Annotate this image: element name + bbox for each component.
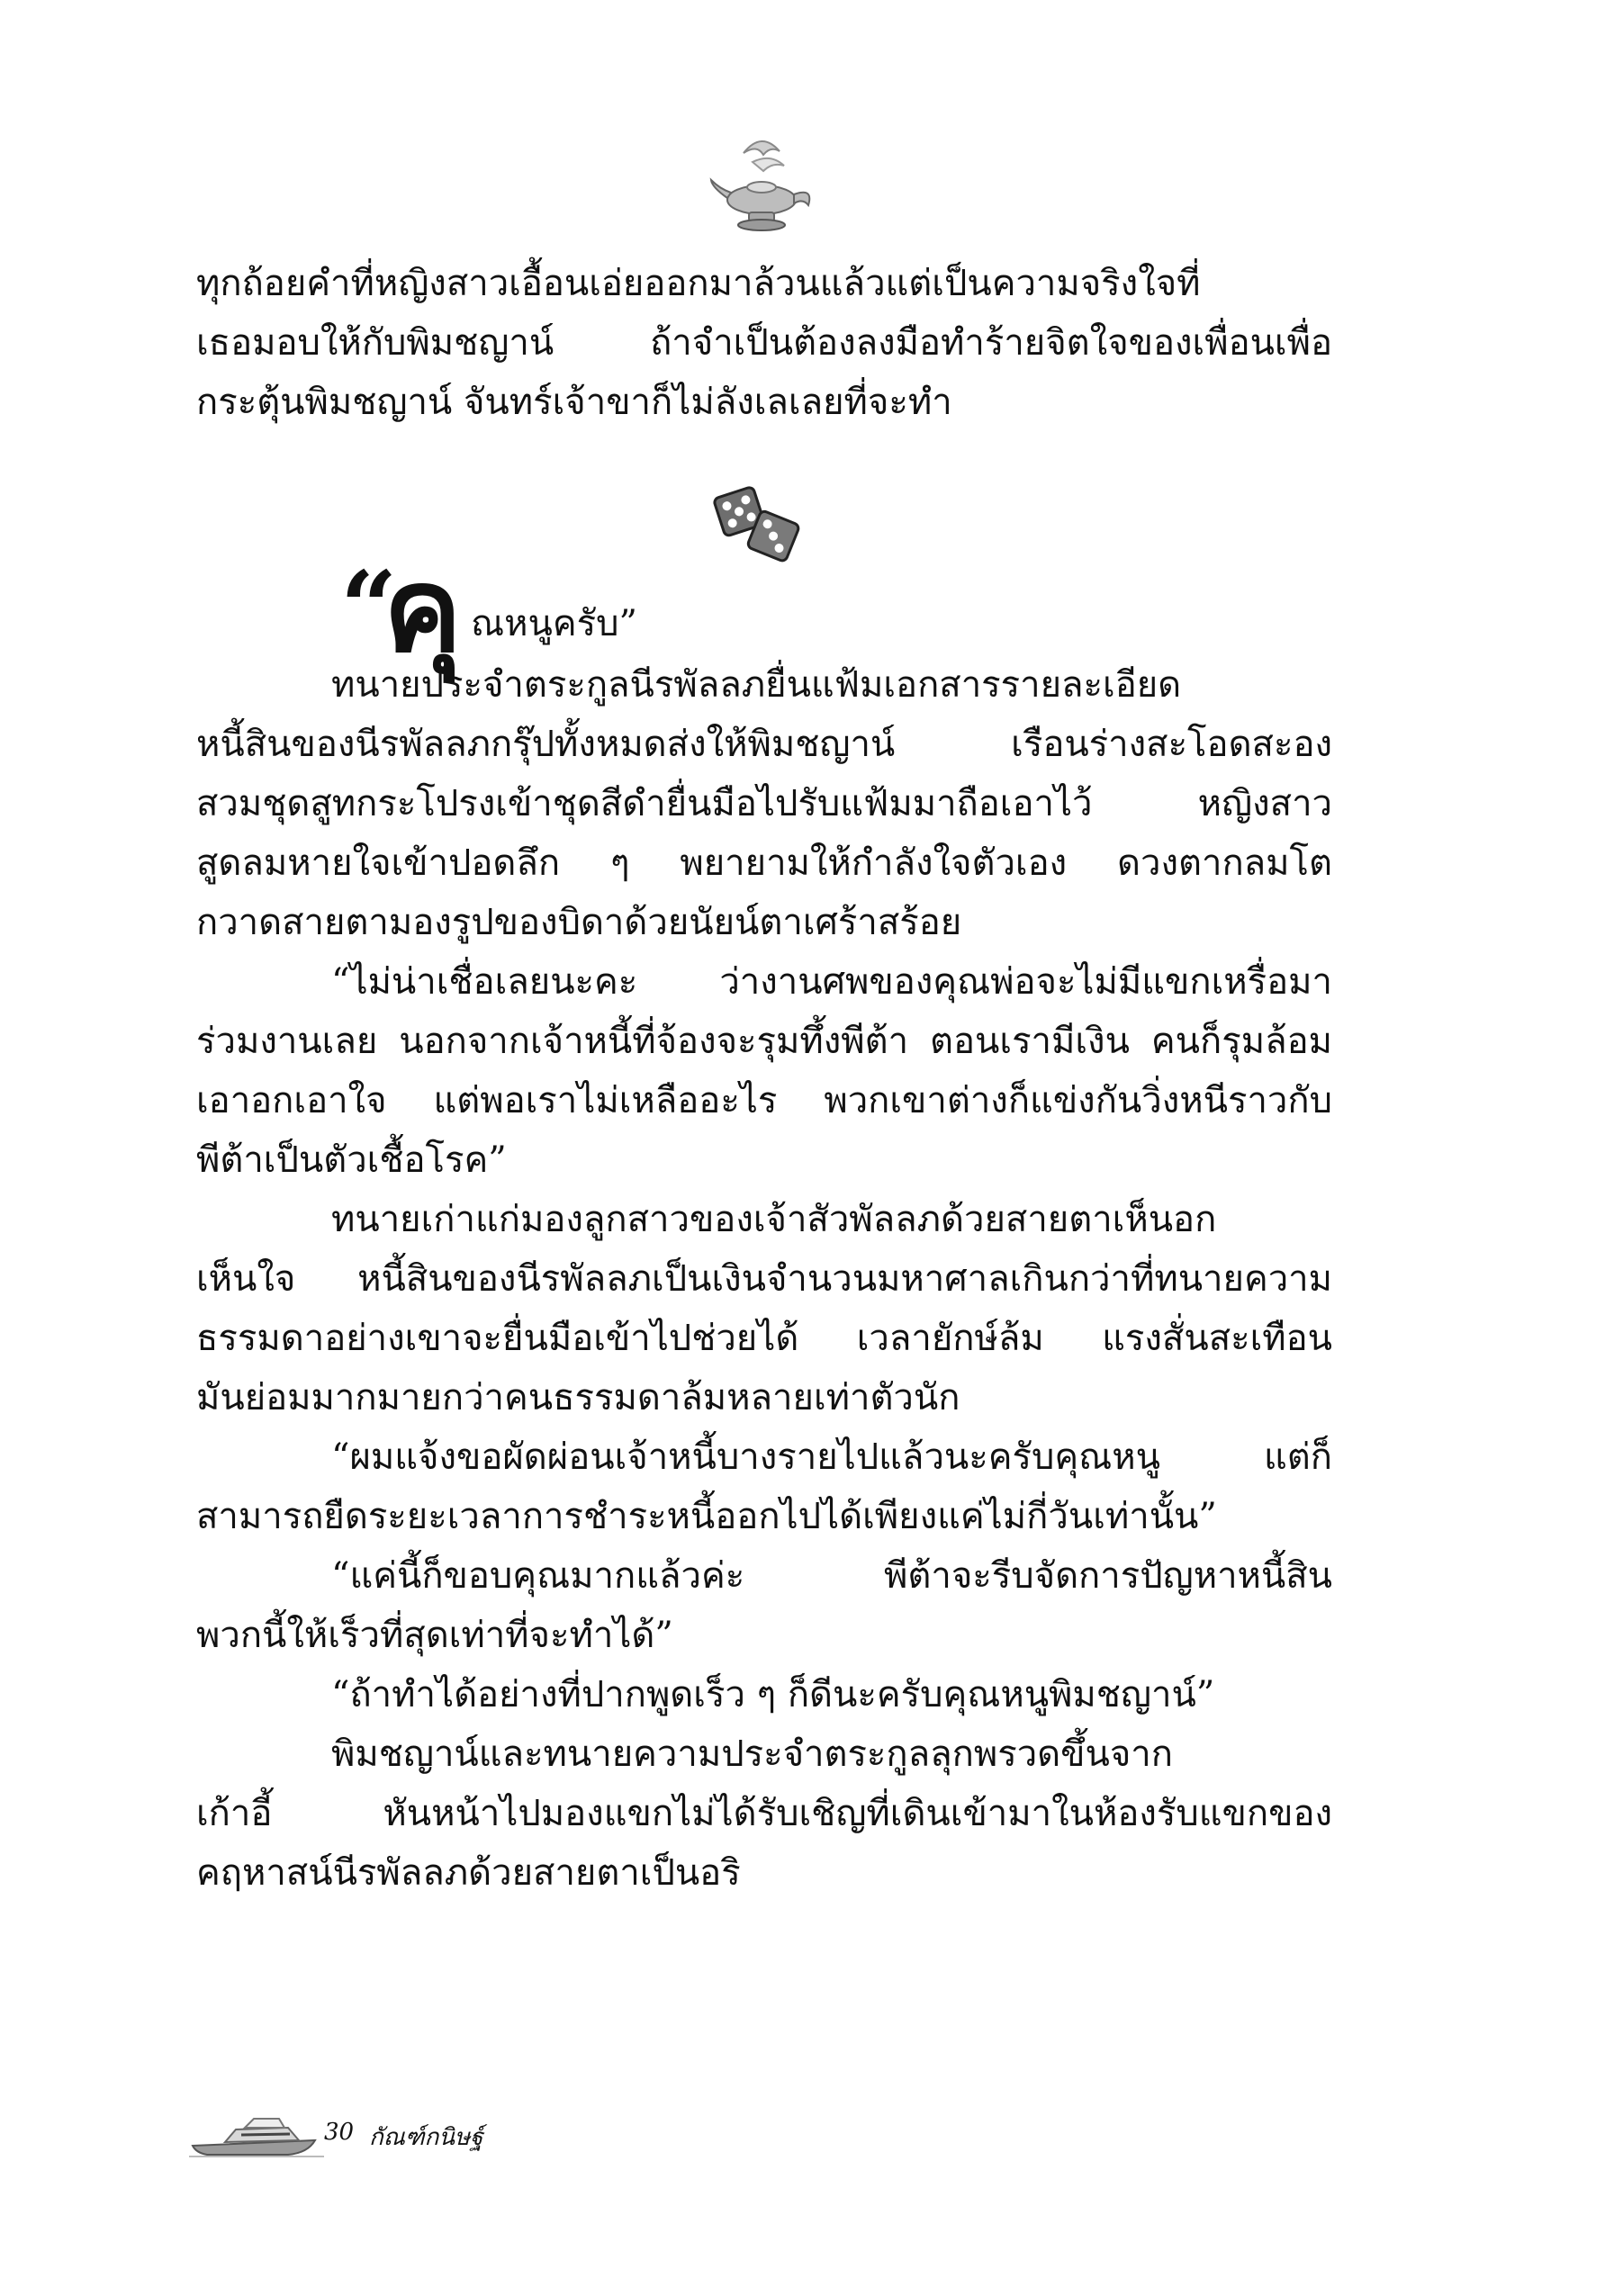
text-line: ธรรมดาอย่างเขาจะยื่นมือเข้าไปช่วยได้ เวลายักษ์ล้ม แรงสั่นสะเทือน xyxy=(196,1318,1332,1359)
dropcap-letter: คุ xyxy=(383,541,462,679)
text-line: ทนายประจำตระกูลนีรพัลลภยื่นแฟ้มเอกสารรายละเอียด xyxy=(331,664,1182,706)
page-footer xyxy=(189,2106,639,2160)
text-line: สวมชุดสูทกระโปรงเข้าชุดสีดำยื่นมือไปรับแฟ้มมาถือเอาไว้ หญิงสาว xyxy=(196,783,1332,824)
text-line: “ถ้าทำได้อย่างที่ปากพูดเร็ว ๆ ก็ดีนะครับคุณหนูพิมชญาน์” xyxy=(331,1674,1215,1715)
text-line: กวาดสายตามองรูปของบิดาด้วยนัยน์ตาเศร้าสร้อย xyxy=(196,902,962,943)
text-line: ทนายเก่าแก่มองลูกสาวของเจ้าสัวพัลลภด้วยสายตาเห็นอก xyxy=(331,1199,1217,1240)
text-line: กระตุ้นพิมชญาน์ จันทร์เจ้าขาก็ไม่ลังเลเลยที่จะทำ xyxy=(196,382,952,423)
intro-paragraph xyxy=(196,254,1332,432)
text-line: เธอมอบให้กับพิมชญาน์ ถ้าจำเป็นต้องลงมือทำร้ายจิตใจของเพื่อนเพื่อ xyxy=(196,322,1332,364)
yacht-icon xyxy=(189,2106,324,2160)
dropcap-rest-text: ณหนูครับ” xyxy=(471,603,637,644)
text-line: คฤหาสน์นีรพัลลภด้วยสายตาเป็นอริ xyxy=(196,1852,741,1894)
text-line: เอาอกเอาใจ แต่พอเราไม่เหลืออะไร พวกเขาต่างก็แข่งกันวิ่งหนีราวกับ xyxy=(196,1080,1332,1121)
text-line: “ผมแจ้งขอผัดผ่อนเจ้าหนี้บางรายไปแล้วนะครับคุณหนู แต่ก็ xyxy=(331,1436,1332,1478)
story-body xyxy=(196,655,1332,1903)
genie-lamp-ornament-icon xyxy=(708,135,816,234)
text-line: เก้าอี้ หันหน้าไปมองแขกไม่ได้รับเชิญที่เดินเข้ามาในห้องรับแขกของ xyxy=(196,1793,1332,1834)
text-line: ทุกถ้อยคำที่หญิงสาวเอื้อนเอ่ยออกมาล้วนแล้วแต่เป็นความจริงใจที่ xyxy=(196,263,1201,304)
text-line: พิมชญาน์และทนายความประจำตระกูลลุกพรวดขึ้นจาก xyxy=(331,1733,1173,1775)
text-line: ร่วมงานเลย นอกจากเจ้าหนี้ที่จ้องจะรุมทึ้งพีต้า ตอนเรามีเงิน คนก็รุมล้อม xyxy=(196,1021,1332,1062)
text-line: พวกนี้ให้เร็วที่สุดเท่าที่จะทำได้” xyxy=(196,1615,673,1656)
dropcap-quote-mark: “ xyxy=(340,549,398,665)
text-line: เห็นใจ หนี้สินของนีรพัลลภเป็นเงินจำนวนมหาศาลเกินกว่าที่ทนายความ xyxy=(196,1258,1332,1300)
text-line: หนี้สินของนีรพัลลภกรุ๊ปทั้งหมดส่งให้พิมชญาน์ เรือนร่างสะโอดสะอง xyxy=(196,724,1332,765)
text-line: มันย่อมมากมายกว่าคนธรรมดาล้มหลายเท่าตัวนัก xyxy=(196,1377,960,1418)
running-title: กัณฑ์กนิษฐ์ xyxy=(369,2124,483,2151)
text-line: สามารถยืดระยะเวลาการชำระหนี้ออกไปได้เพียงแค่ไม่กี่วันเท่านั้น” xyxy=(196,1496,1217,1537)
dice-scene-break-icon xyxy=(711,482,801,565)
text-line: พีต้าเป็นตัวเชื้อโรค” xyxy=(196,1139,507,1181)
text-line: “แค่นี้ก็ขอบคุณมากแล้วค่ะ พีต้าจะรีบจัดการปัญหาหนี้สิน xyxy=(331,1555,1332,1597)
text-line: “ไม่น่าเชื่อเลยนะคะ ว่างานศพของคุณพ่อจะไม่มีแขกเหรื่อมา xyxy=(331,961,1332,1003)
page-number: 30 xyxy=(324,2119,355,2146)
text-line: สูดลมหายใจเข้าปอดลึก ๆ พยายามให้กำลังใจตัวเอง ดวงตากลมโต xyxy=(196,842,1332,884)
